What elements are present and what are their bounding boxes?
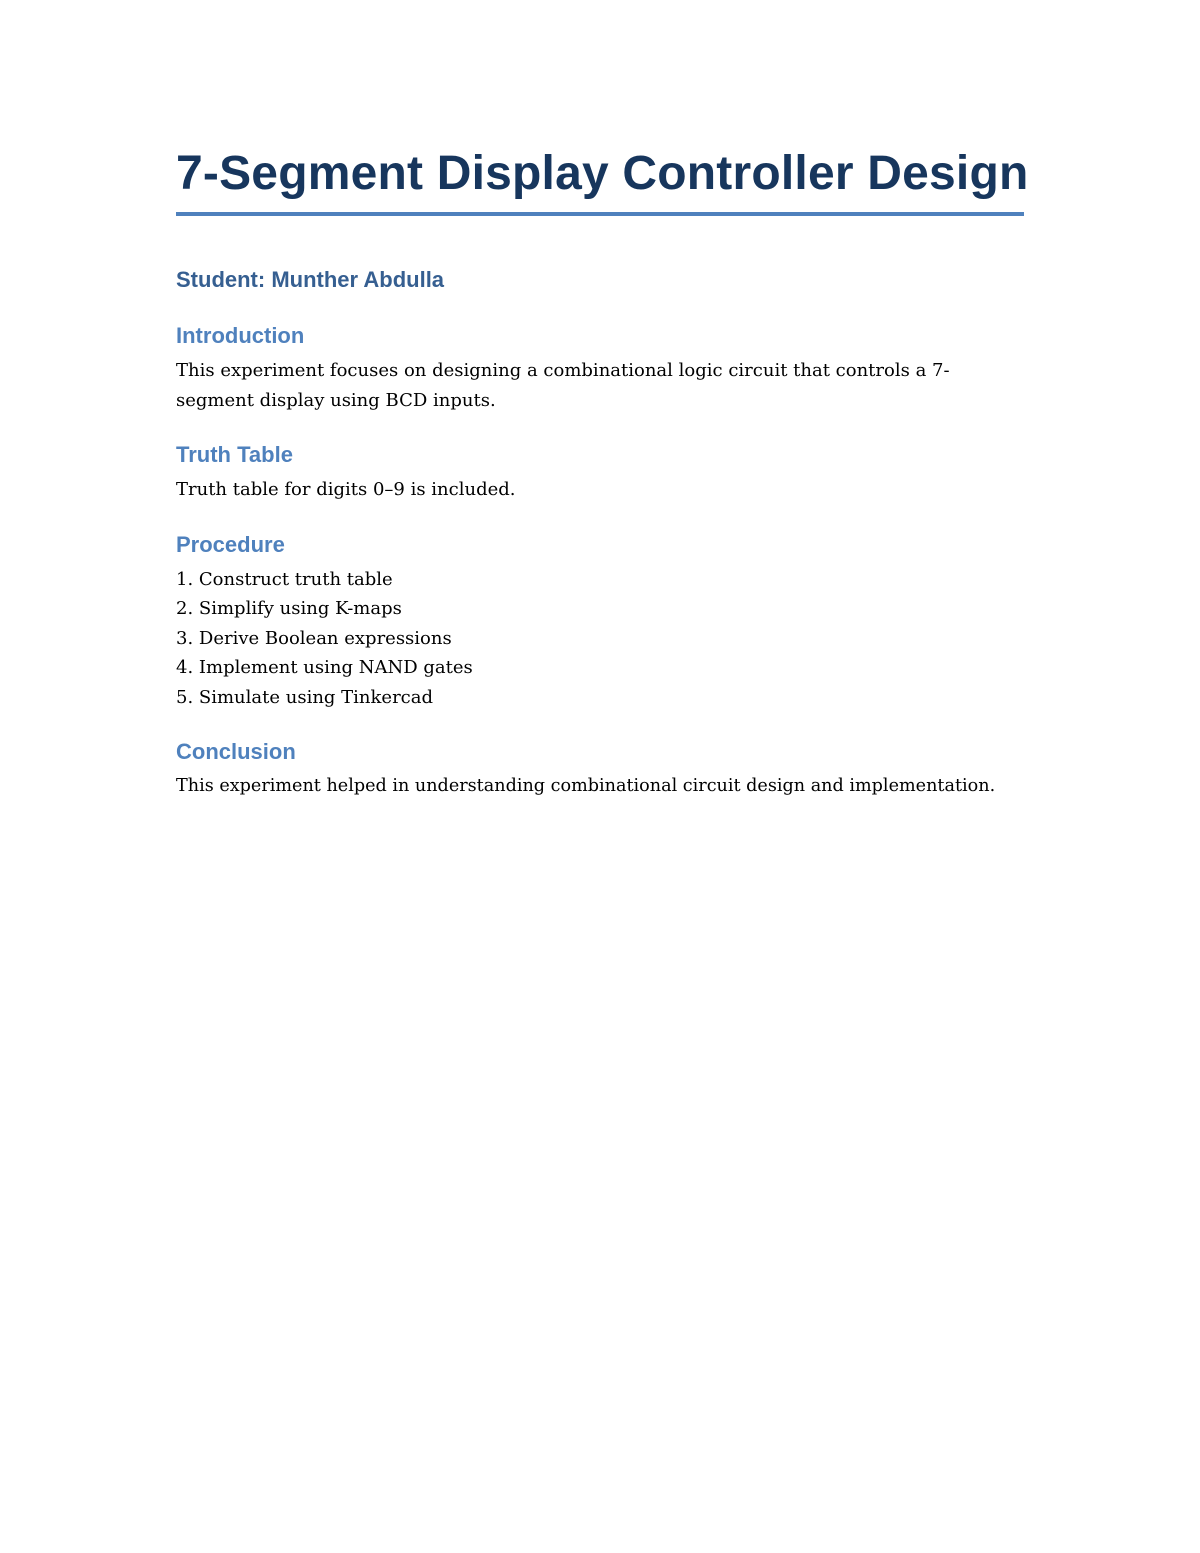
section-heading-procedure: Procedure [176,531,285,557]
introduction-paragraph: This experiment focuses on designing a combinational logic circuit that controls a 7-segment display using BCD inputs. [176,360,950,411]
student-name: Student: Munther Abdulla [176,267,445,292]
title-underline [176,212,1024,216]
section-heading-conclusion: Conclusion [176,739,296,764]
procedure-step: 2. Simplify using K-maps [176,598,402,619]
procedure-step: 1. Construct truth table [176,568,393,590]
section-heading-truth-table: Truth Table [176,442,293,467]
section-conclusion [176,738,1024,802]
procedure-list [176,565,1024,713]
document-title: 7-Segment Display Controller Design [176,147,1029,200]
conclusion-paragraph: This experiment helped in understanding combinational circuit design and implementation. [176,776,996,796]
procedure-step: 5. Simulate using Tinkercad [176,686,434,708]
section-introduction [176,322,1024,415]
section-heading-introduction: Introduction [176,323,305,348]
section-procedure [176,531,1024,713]
document-content [176,142,1029,802]
truth-table-paragraph: Truth table for digits 0–9 is included. [176,479,516,500]
section-truth-table [176,441,1024,505]
procedure-step: 4. Implement using NAND gates [176,657,473,678]
procedure-step: 3. Derive Boolean expressions [176,627,452,649]
